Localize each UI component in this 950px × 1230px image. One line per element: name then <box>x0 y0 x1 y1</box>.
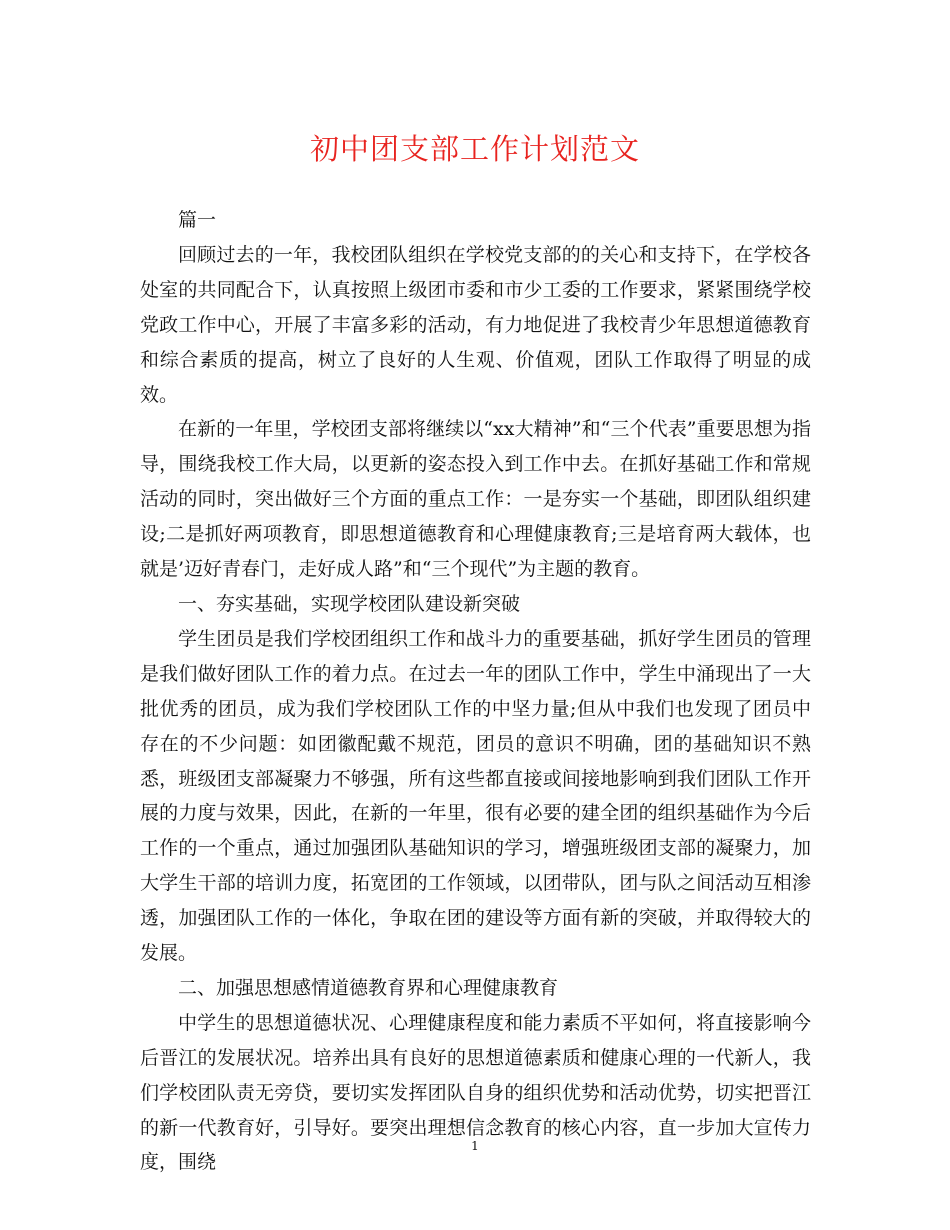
document-title: 初中团支部工作计划范文 <box>309 132 640 166</box>
document-body <box>140 203 811 1180</box>
section-label: 篇一 <box>178 209 217 231</box>
body-paragraph: 学生团员是我们学校团组织工作和战斗力的重要基础，抓好学生团员的管理是我们做好团队工作的着力点。在过去一年的团队工作中，学生中涌现出了一大批优秀的团员，成为我们学校团队工作的中坚力量;但从中我们也发现了团员中存在的不少问题：如团徽配戴不规范，团员的意识不明确，团的基础知识不熟悉，班级团支部凝聚力不够强，所有这些都直接或间接地影响到我们团队工作开展的力度与效果，因此，在新的一年里，很有必要的建全团的组织基础作为今后工作的一个重点，通过加强团队基础知识的学习，增强班级团支部的凝聚力，加大学生干部的培训力度，拓宽团的工作领域，以团带队，团与队之间活动互相渗透，加强团队工作的一体化，争取在团的建设等方面有新的突破，并取得较大的发展。 <box>140 627 811 965</box>
page-number: 1 <box>471 1139 479 1153</box>
body-paragraph: 中学生的思想道德状况、心理健康程度和能力素质不平如何，将直接影响今后晋江的发展状况。培养出具有良好的思想道德素质和健康心理的一代新人，我们学校团队责无旁贷，要切实发挥团队自身的组织优势和活动优势，切实把晋江的新一代教育好，引导好。要突出理想信念教育的核心内容，直一步加大宣传力度，围绕 <box>140 1011 811 1174</box>
section-heading: 一、夯实基础，实现学校团队建设新突破 <box>178 592 521 615</box>
body-paragraph: 在新的一年里，学校团支部将继续以“xx大精神”和“三个代表”重要思想为指导，围绕我校工作大局，以更新的姿态投入到工作中去。在抓好基础工作和常规活动的同时，突出做好三个方面的重点工作：一是夯实一个基础，即团队组织建设;二是抓好两项教育，即思想道德教育和心理健康教育;三是培育两大载体，也就是’迈好青春门，走好成人路”和“三个现代”为主题的教育。 <box>140 418 811 581</box>
body-paragraph: 回顾过去的一年，我校团队组织在学校党支部的的关心和支持下，在学校各处室的共同配合下，认真按照上级团市委和市少工委的工作要求，紧紧围绕学校党政工作中心，开展了丰富多彩的活动，有力地促进了我校青少年思想道德教育和综合素质的提高，树立了良好的人生观、价值观，团队工作取得了明显的成效。 <box>140 243 811 406</box>
section-heading: 二、加强思想感情道德教育界和心理健康教育 <box>178 976 559 999</box>
